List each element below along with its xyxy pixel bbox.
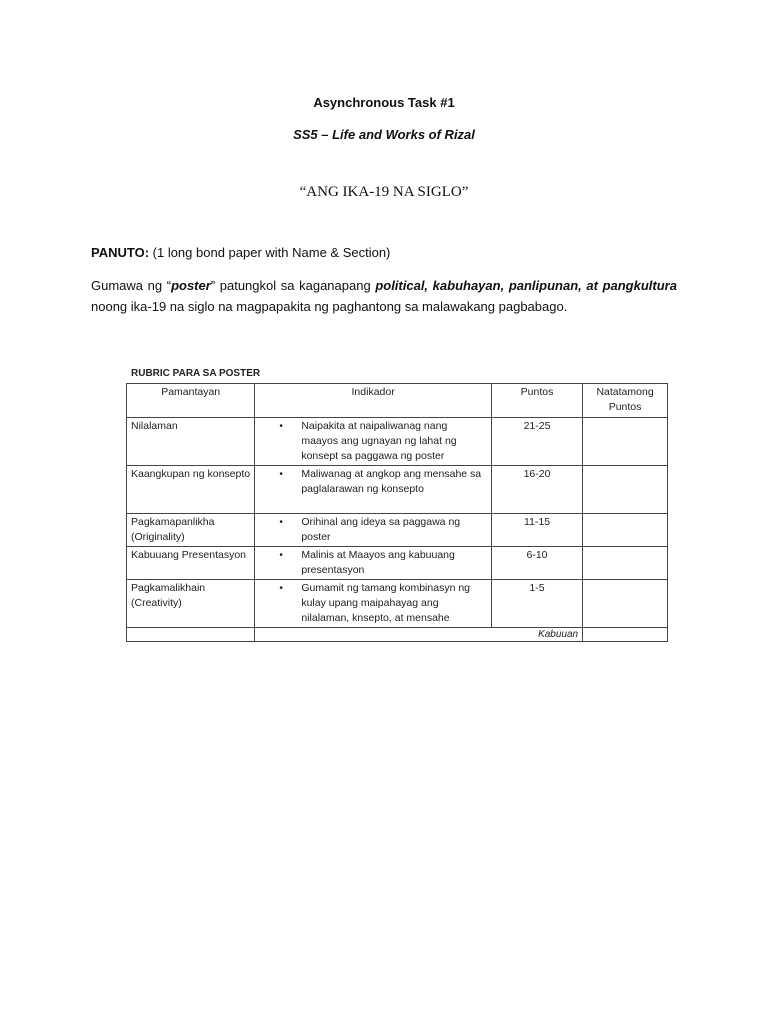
indicator-text: Malinis at Maayos ang kabuuang presentasyon: [301, 549, 455, 576]
table-row: [127, 466, 668, 514]
bullet-icon: •: [279, 583, 283, 594]
instruction-poster: poster: [171, 278, 211, 293]
score-cell: [583, 418, 668, 466]
panuto-label: PANUTO:: [91, 245, 150, 260]
indicator-text: Orihinal ang ideya sa paggawa ng poster: [301, 516, 461, 543]
bullet-icon: •: [279, 421, 283, 432]
table-row: [127, 418, 668, 466]
header-indikador: Indikador: [255, 384, 492, 418]
criterion-cell: Kaangkupan ng konsepto: [127, 466, 255, 514]
bullet-icon: •: [279, 469, 283, 480]
indicator-cell: [255, 418, 492, 466]
total-score-cell: [583, 628, 668, 642]
points-cell: 6-10: [491, 547, 582, 580]
instruction-paragraph: [91, 275, 677, 317]
table-row: [127, 547, 668, 580]
indicator-cell: [255, 547, 492, 580]
points-cell: 16-20: [491, 466, 582, 514]
points-cell: 1-5: [491, 580, 582, 628]
course-title: SS5 – Life and Works of Rizal: [293, 127, 475, 142]
bullet-icon: •: [279, 517, 283, 528]
points-cell: 21-25: [491, 418, 582, 466]
score-cell: [583, 580, 668, 628]
bullet-icon: •: [279, 550, 283, 561]
total-row: [127, 628, 668, 642]
rubric-table: [126, 383, 668, 642]
table-row: [127, 580, 668, 628]
total-label: Kabuuan: [255, 628, 583, 642]
header-natatamong-puntos: Natatamong Puntos: [583, 384, 668, 418]
panuto-line: [91, 245, 390, 260]
instruction-part-2: ” patungkol sa kaganapang: [210, 278, 376, 293]
rubric-header-row: [127, 384, 668, 418]
topic-title: “ANG IKA-19 NA SIGLO”: [299, 184, 469, 200]
table-row: [127, 514, 668, 547]
task-title: Asynchronous Task #1: [313, 95, 455, 110]
indicator-text: Maliwanag at angkop ang mensahe sa paglalarawan ng konsepto: [301, 468, 482, 495]
criterion-cell: Pagkamalikhain (Creativity): [127, 580, 255, 628]
header-pamantayan: Pamantayan: [127, 384, 255, 418]
criterion-cell: Kabuuang Presentasyon: [127, 547, 255, 580]
header-puntos: Puntos: [491, 384, 582, 418]
score-cell: [583, 466, 668, 514]
indicator-cell: [255, 514, 492, 547]
score-cell: [583, 514, 668, 547]
instruction-part-3: noong ika-19 na siglo na magpapakita ng paghantong sa malawakang pagbabago.: [91, 299, 568, 314]
rubric-label: RUBRIC PARA SA POSTER: [131, 367, 261, 380]
indicator-text: Naipakita at naipaliwanag nang maayos ang ugnayan ng lahat ng konsept sa paggawa ng poster: [301, 420, 457, 462]
indicator-cell: [255, 580, 492, 628]
indicator-text: Gumamit ng tamang kombinasyn ng kulay upang maipahayag ang nilalaman, knsepto, at mensahe: [301, 582, 471, 624]
panuto-text: (1 long bond paper with Name & Section): [149, 245, 391, 260]
criterion-cell: Pagkamapanlikha (Originality): [127, 514, 255, 547]
criterion-cell: Nilalaman: [127, 418, 255, 466]
instruction-themes: political, kabuhayan, panlipunan, at pangkultura: [375, 278, 677, 293]
points-cell: 11-15: [491, 514, 582, 547]
indicator-cell: [255, 466, 492, 514]
instruction-part-1: Gumawa ng “: [91, 278, 172, 293]
score-cell: [583, 547, 668, 580]
total-empty-cell: [127, 628, 255, 642]
